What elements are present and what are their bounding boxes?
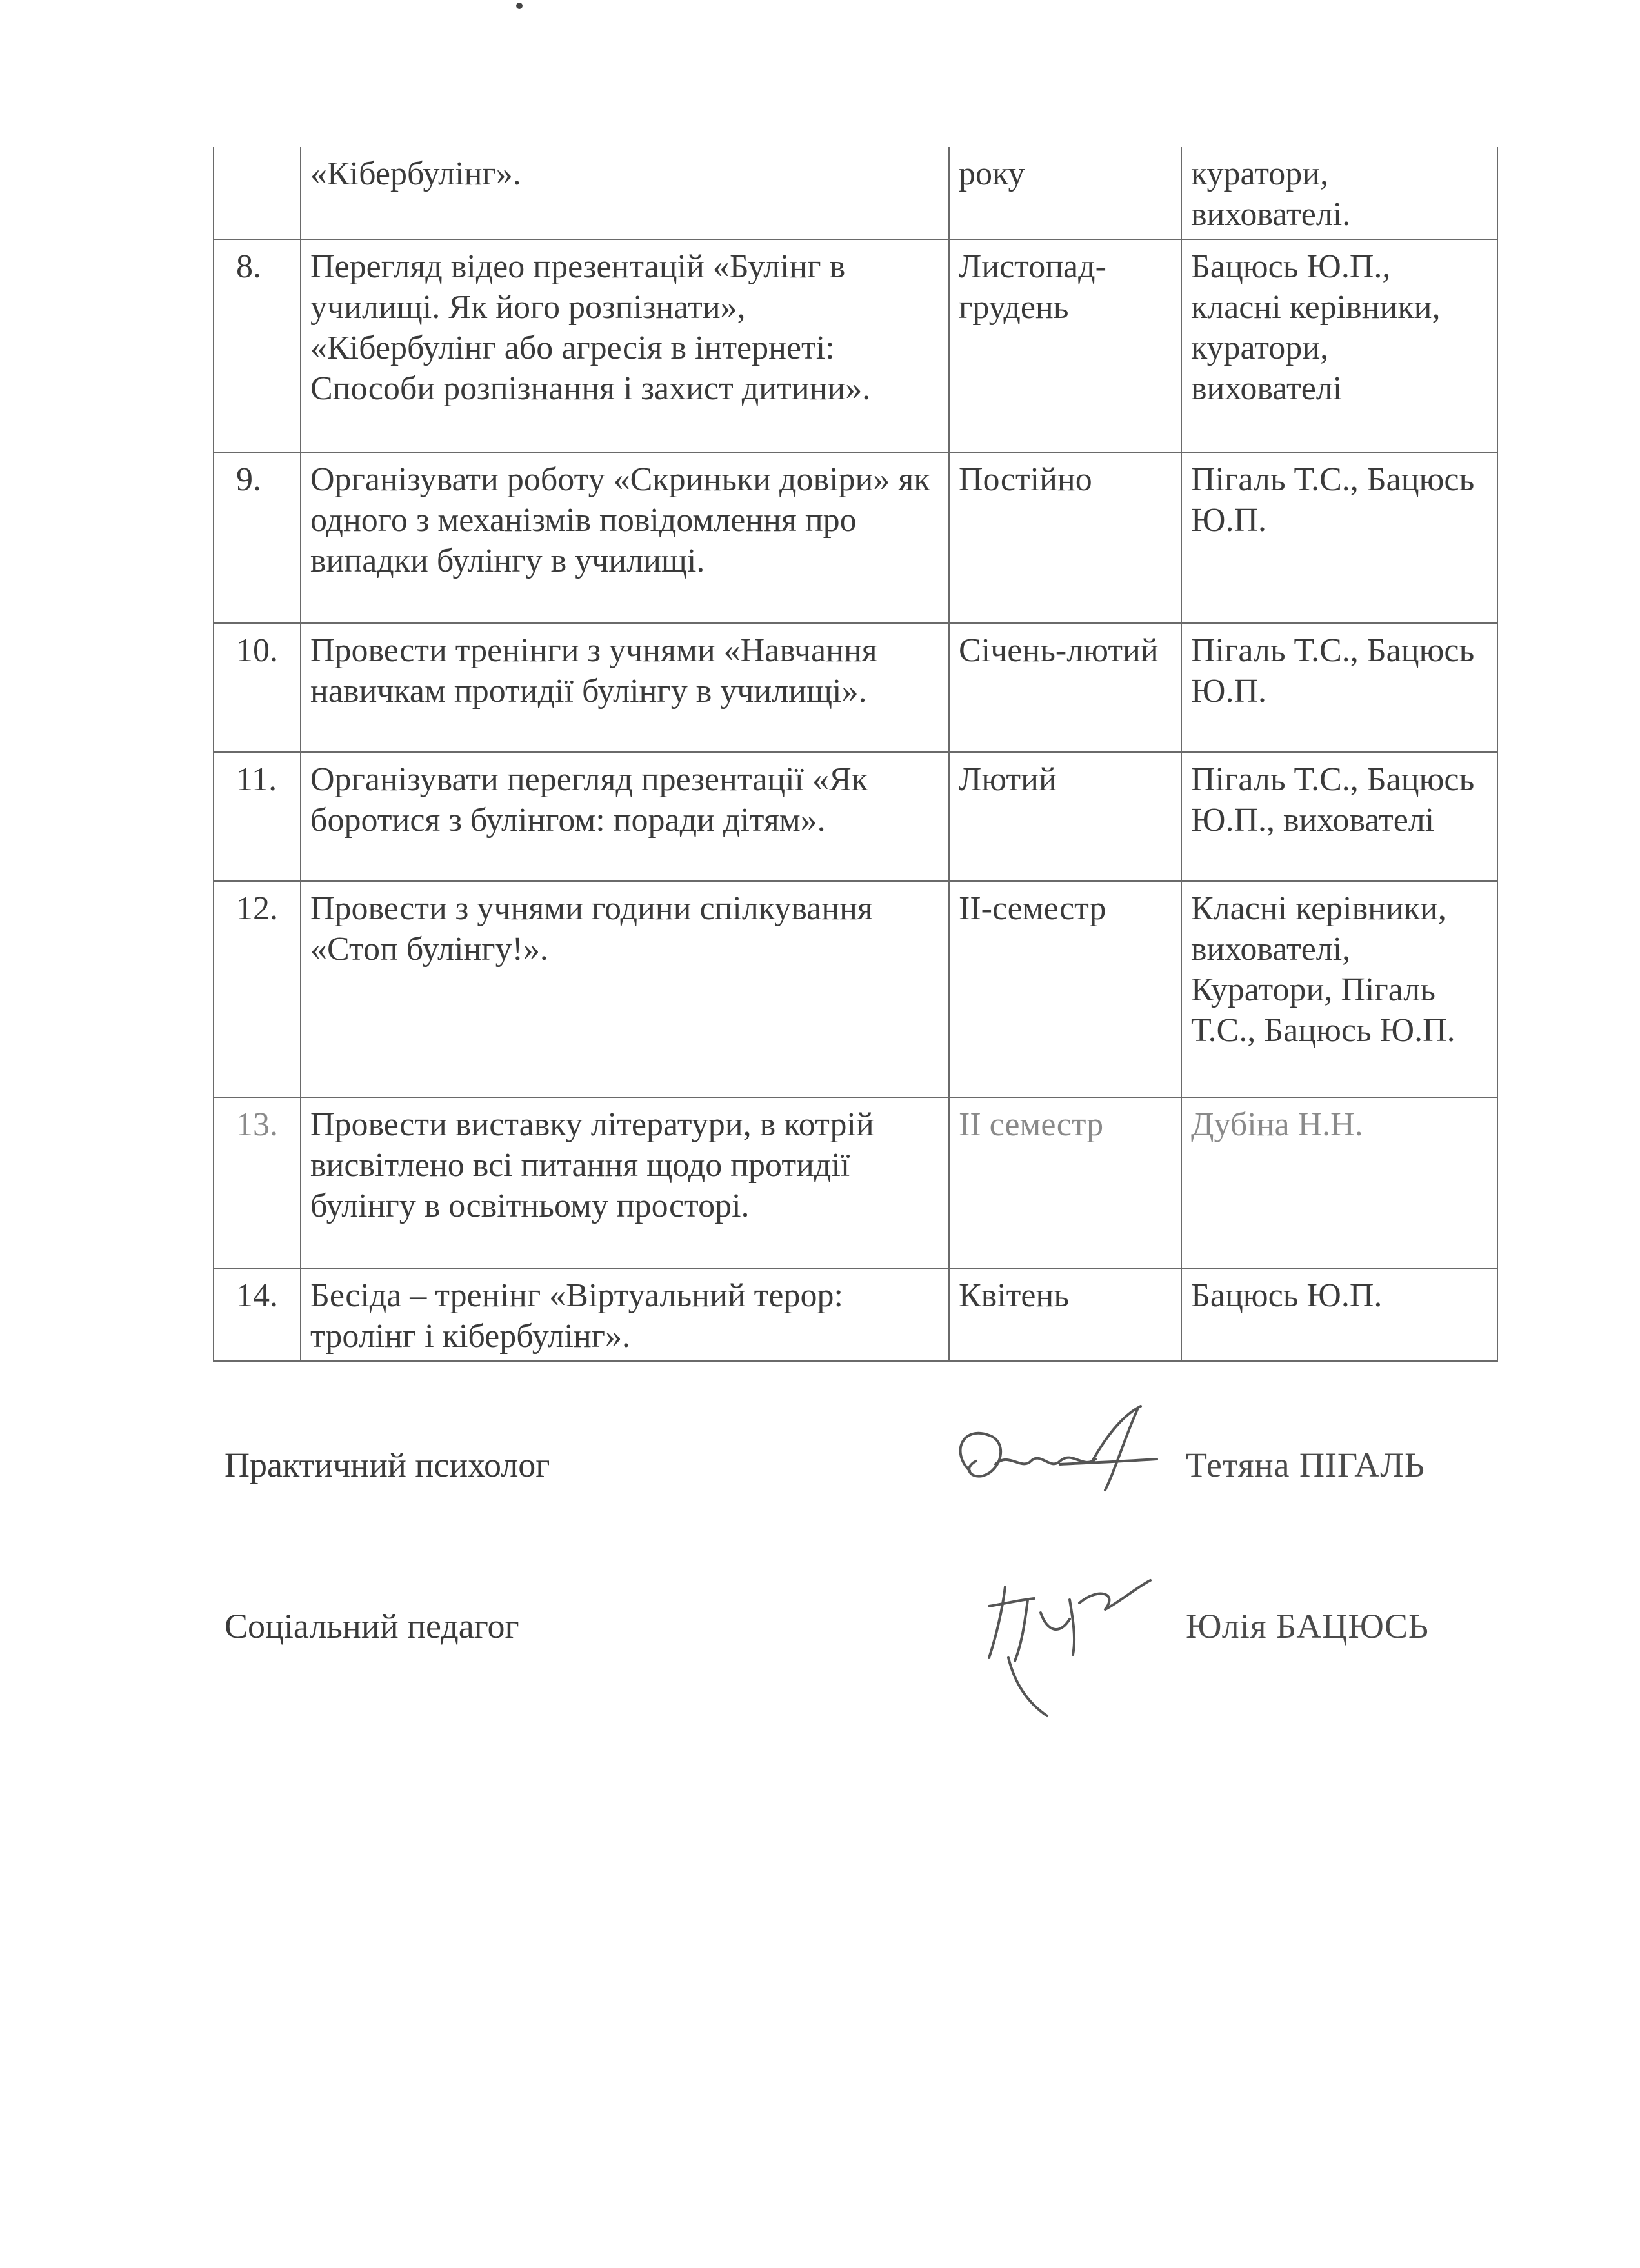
row-responsible: Пігаль Т.С., Бацюсь Ю.П. (1181, 452, 1497, 623)
row-responsible: куратори, вихователі. (1181, 147, 1497, 239)
table-row (214, 623, 1497, 752)
row-number: 13. (214, 1097, 301, 1268)
activity-plan-table (213, 147, 1498, 1362)
row-number: 9. (214, 452, 301, 623)
row-term: Квітень (949, 1268, 1181, 1361)
row-number: 10. (214, 623, 301, 752)
signer-role: Практичний психолог (225, 1446, 550, 1484)
row-event: Організувати роботу «Скриньки довіри» як одного з механізмів повідомлення про випадки булінгу в училищі. (301, 452, 949, 623)
row-number: 12. (214, 881, 301, 1097)
row-responsible: Пігаль Т.С., Бацюсь Ю.П. (1181, 623, 1497, 752)
table-row (214, 147, 1497, 239)
handwritten-signature-pigal (944, 1400, 1176, 1503)
table-row (214, 752, 1497, 881)
row-event: Провести виставку літератури, в котрій висвітлено всі питання щодо протидії булінгу в освітньому просторі. (301, 1097, 949, 1268)
row-term: ІІ-семестр (949, 881, 1181, 1097)
signer-role: Соціальний педагог (225, 1607, 519, 1646)
row-event: Провести з учнями години спілкування «Стоп булінгу!». (301, 881, 949, 1097)
row-event: Провести тренінги з учнями «Навчання навичкам протидії булінгу в училищі». (301, 623, 949, 752)
table-row (214, 452, 1497, 623)
row-term: року (949, 147, 1181, 239)
handwritten-signature-batsius (944, 1574, 1163, 1742)
signature-block-social-teacher (225, 1574, 1450, 1742)
row-responsible: Бацюсь Ю.П., класні керівники, куратори, вихователі (1181, 239, 1497, 452)
table-row (214, 239, 1497, 452)
row-responsible: Класні керівники, вихователі, Куратори, Пігаль Т.С., Бацюсь Ю.П. (1181, 881, 1497, 1097)
row-responsible: Дубіна Н.Н. (1181, 1097, 1497, 1268)
row-event: «Кібербулінг». (301, 147, 949, 239)
signature-block-psychologist (225, 1400, 1450, 1567)
row-term: Січень-лютий (949, 623, 1181, 752)
row-number: 11. (214, 752, 301, 881)
row-event: Бесіда – тренінг «Віртуальний терор: тролінг і кібербулінг». (301, 1268, 949, 1361)
row-event: Перегляд відео презентацій «Булінг в училищі. Як його розпізнати», «Кібербулінг або агресія в інтернеті: Способи розпізнання і захист дитини». (301, 239, 949, 452)
table-row (214, 1268, 1497, 1361)
signer-name: Юлія БАЦЮСЬ (1186, 1607, 1429, 1646)
table-row (214, 1097, 1497, 1268)
row-number: 14. (214, 1268, 301, 1361)
row-term: Постійно (949, 452, 1181, 623)
row-term: Листопад-грудень (949, 239, 1181, 452)
signer-name: Тетяна ПІГАЛЬ (1186, 1446, 1425, 1484)
row-event: Організувати перегляд презентації «Як боротися з булінгом: поради дітям». (301, 752, 949, 881)
row-term: Лютий (949, 752, 1181, 881)
table-row (214, 881, 1497, 1097)
scan-speck (516, 3, 523, 9)
row-responsible: Бацюсь Ю.П. (1181, 1268, 1497, 1361)
row-term: ІІ семестр (949, 1097, 1181, 1268)
row-number (214, 147, 301, 239)
row-number: 8. (214, 239, 301, 452)
row-responsible: Пігаль Т.С., Бацюсь Ю.П., вихователі (1181, 752, 1497, 881)
